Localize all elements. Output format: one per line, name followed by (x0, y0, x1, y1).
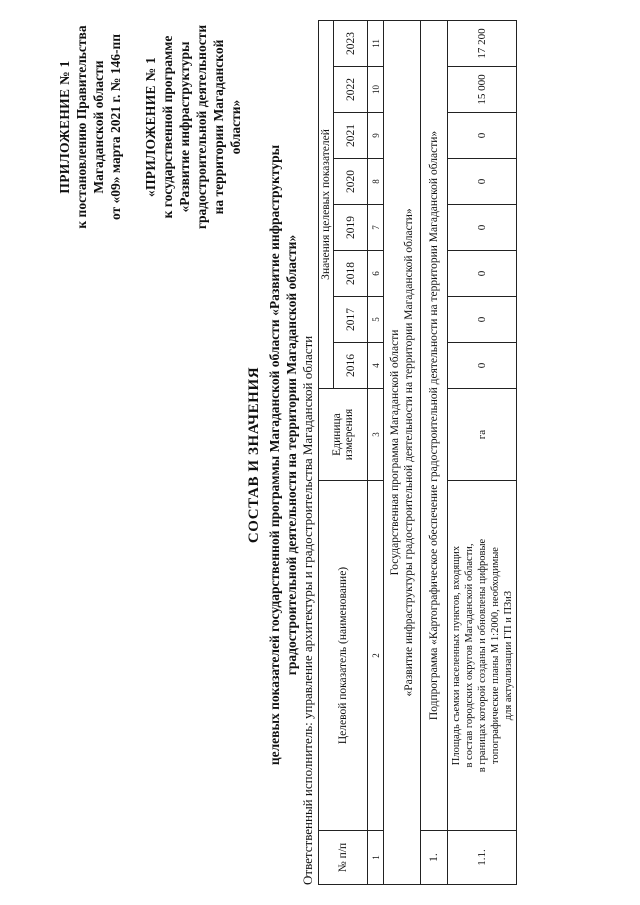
row-number: 1.1. (448, 831, 517, 885)
document-heading (246, 45, 300, 865)
header-year: 2016 (334, 343, 368, 389)
approval-line: области» (228, 99, 243, 155)
header-number: № п/п (319, 831, 368, 885)
program-title: Государственная программа Магаданской области (389, 329, 401, 576)
appendix-title-quoted: «ПРИЛОЖЕНИЕ № 1 (143, 56, 158, 198)
column-number: 3 (368, 389, 384, 481)
header-year: 2021 (334, 113, 368, 159)
responsible-executor: Ответственный исполнитель: управление архитектуры и градостроительства Магаданской области (300, 335, 315, 885)
appendix-title: ПРИЛОЖЕНИЕ № 1 (57, 60, 72, 194)
header-values: Значения целевых показателей (319, 20, 334, 388)
unit-cell: га (448, 389, 517, 481)
indicators-table (318, 20, 517, 885)
indicator-line: в границах которой созданы и обновлены цифровые (476, 538, 488, 773)
header-year: 2023 (334, 20, 368, 66)
indicator-line: в состав городских округов Магаданской области, (463, 543, 475, 768)
indicator-line: для актуализации ГП и ПЗиЗ (502, 590, 514, 721)
column-number: 1 (368, 831, 384, 885)
column-number: 11 (368, 20, 384, 66)
header-unit: Единица измерения (319, 389, 368, 481)
approval-line: к государственной программе (160, 35, 175, 219)
value-cell: 0 (448, 251, 517, 297)
header-year: 2020 (334, 159, 368, 205)
column-number: 8 (368, 159, 384, 205)
value-cell: 0 (448, 343, 517, 389)
header-year: 2019 (334, 205, 368, 251)
column-number: 6 (368, 251, 384, 297)
header-indicator: Целевой показатель (наименование) (319, 481, 368, 831)
heading-title: СОСТАВ И ЗНАЧЕНИЯ (246, 366, 262, 544)
column-number: 10 (368, 67, 384, 113)
program-row (384, 20, 421, 884)
column-number: 7 (368, 205, 384, 251)
header-year: 2017 (334, 297, 368, 343)
approval-date: от «09» марта 2021 г. № 146-пп (108, 33, 123, 221)
value-cell: 0 (448, 113, 517, 159)
value-cell: 15 000 (448, 67, 517, 113)
heading-subtitle: градостроительной деятельности на территории Магаданской области» (284, 234, 299, 676)
heading-subtitle: целевых показателей государственной программы Магаданской области «Развитие инфраструктуры (267, 144, 282, 766)
column-number: 2 (368, 481, 384, 831)
value-cell: 17 200 (448, 20, 517, 66)
approval-line: «Развитие инфраструктуры (177, 41, 192, 213)
approval-block (56, 11, 244, 243)
subprogram-number: 1. (421, 831, 448, 885)
indicator-line: Площадь съемки населенных пунктов, входящих (450, 545, 462, 766)
header-year: 2022 (334, 67, 368, 113)
subprogram-title: Подпрограмма «Картографическое обеспечение градостроительной деятельности на территории Магаданской области» (421, 20, 448, 830)
column-number: 9 (368, 113, 384, 159)
approval-line: градостроительной деятельности (194, 24, 209, 230)
indicator-line: топографические планы М 1:2000, необходимые (489, 547, 501, 764)
approval-line: на территории Магаданской (211, 39, 226, 215)
value-cell: 0 (448, 297, 517, 343)
value-cell: 0 (448, 205, 517, 251)
value-cell: 0 (448, 159, 517, 205)
column-number: 4 (368, 343, 384, 389)
approval-line: Магаданской области (91, 60, 106, 194)
program-title: «Развитие инфраструктуры градостроительной деятельности на территории Магаданской области» (403, 208, 415, 697)
header-year: 2018 (334, 251, 368, 297)
indicator-name (448, 481, 517, 831)
approval-line: к постановлению Правительства (74, 25, 89, 229)
column-number: 5 (368, 297, 384, 343)
